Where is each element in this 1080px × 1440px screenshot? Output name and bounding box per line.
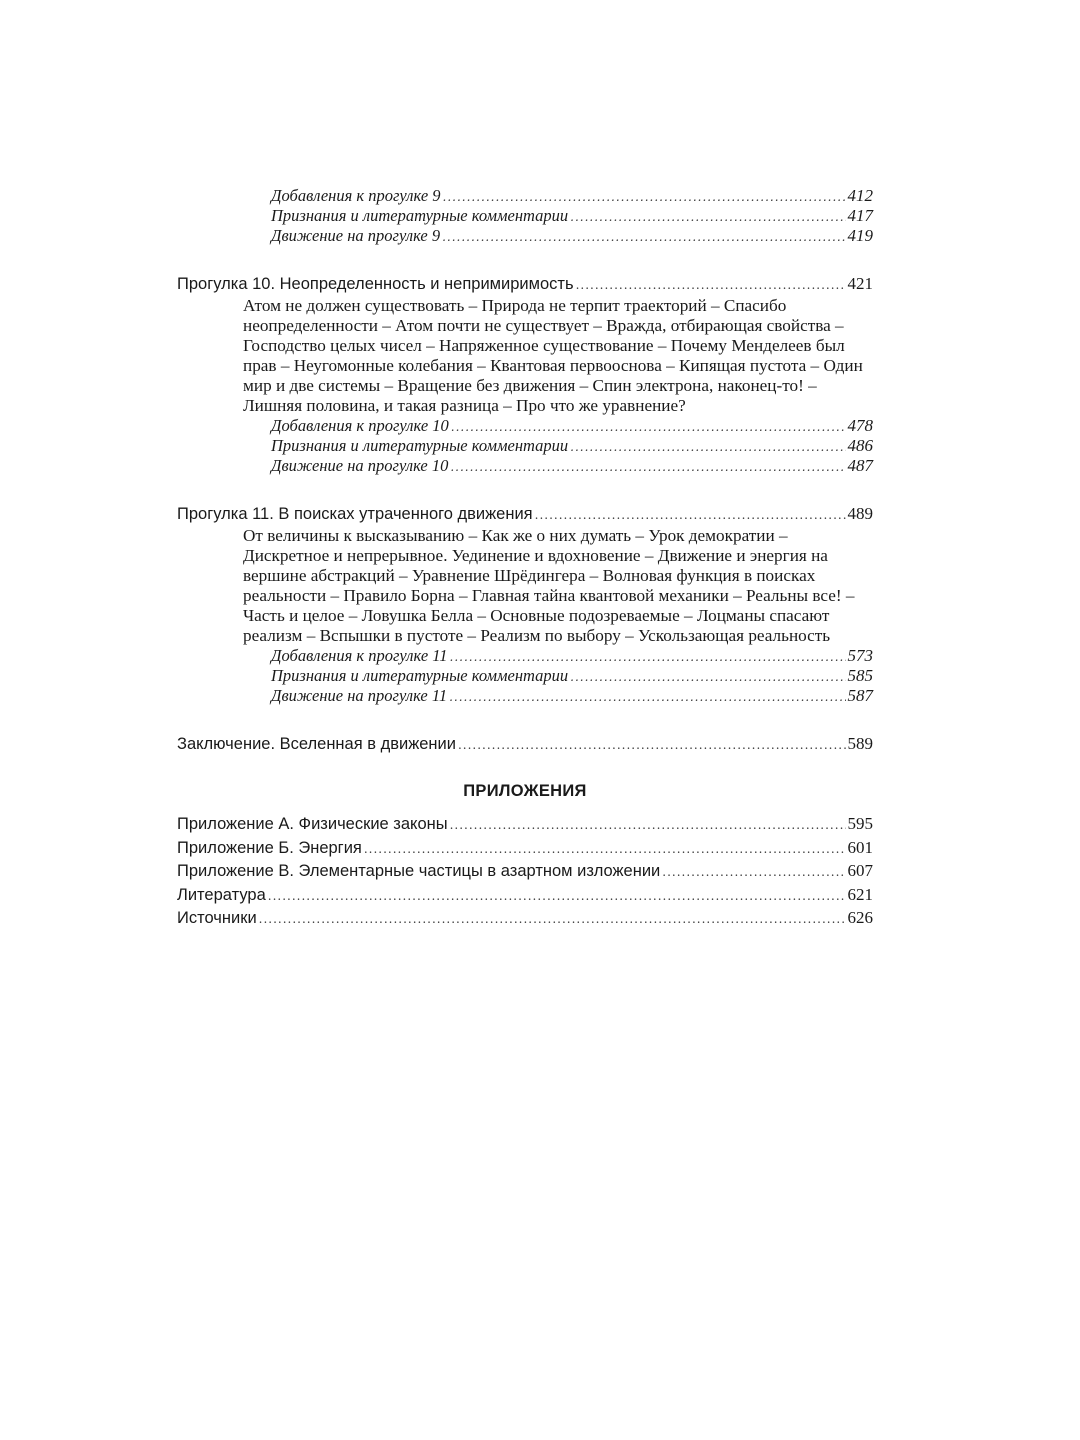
appendix-page: 601	[847, 837, 873, 857]
leader-dots	[570, 667, 845, 687]
toc-entry-page: 417	[847, 206, 873, 225]
toc-entry-page: 412	[847, 186, 873, 205]
leader-dots	[576, 273, 846, 297]
toc-entry-title: Признания и литературные комментарии	[271, 206, 569, 225]
leader-dots	[450, 814, 846, 838]
chapter-page: 421	[847, 274, 873, 293]
chapter-description: От величины к высказыванию – Как же о них думать – Урок демократии – Дискретное и непрерывное. Уединение и вдохновение – Движение и энергия на вершине абстракций – Уравнение Шрёдингера – Волновая функция в поисках реальности – Правило Борна – Главная тайна квантовой механики – Реальны все! – Часть и целое – Ловушка Белла – Основные подозреваемые – Лоцманы спасают реализм – Вспышки в пустоте – Реализм по выбору – Ускользающая реальность	[243, 526, 855, 645]
toc-entry-title: Движение на прогулке 10	[271, 456, 449, 475]
toc-entry[interactable]	[177, 666, 873, 686]
toc-entry[interactable]	[177, 456, 873, 476]
appendix-page: 621	[847, 884, 873, 904]
leader-dots	[449, 687, 845, 707]
leader-dots	[458, 733, 846, 757]
chapter-entry-conclusion[interactable]	[177, 732, 873, 756]
toc-entry-page: 585	[847, 666, 873, 685]
toc-entry-page: 487	[847, 456, 873, 475]
toc-entry[interactable]	[177, 436, 873, 456]
appendix-title: Источники	[177, 909, 257, 927]
toc-entry-title: Признания и литературные комментарии	[271, 436, 569, 455]
toc-entry-page: 587	[847, 686, 873, 705]
leader-dots	[451, 417, 846, 437]
appendix-entry[interactable]	[177, 906, 873, 930]
toc-entry-title: Признания и литературные комментарии	[271, 666, 569, 685]
toc-entry-title: Добавления к прогулке 11	[271, 646, 448, 665]
chapter-title: Заключение. Вселенная в движении	[177, 735, 456, 753]
leader-dots	[570, 437, 845, 457]
leader-dots	[450, 647, 846, 667]
toc-entry-title: Добавления к прогулке 10	[271, 416, 449, 435]
leader-dots	[450, 457, 845, 477]
toc-entry-page: 419	[847, 226, 873, 245]
appendix-page: 626	[847, 908, 873, 927]
toc-entry-title: Движение на прогулке 9	[271, 226, 441, 245]
appendix-entry[interactable]	[177, 883, 873, 907]
leader-dots	[570, 207, 845, 227]
toc-entry-page: 486	[847, 436, 873, 455]
toc-entry-page: 573	[847, 646, 873, 665]
chapter-page: 489	[847, 504, 873, 523]
appendix-page: 607	[847, 861, 873, 880]
chapter-entry-walk-11[interactable]	[177, 502, 873, 526]
appendix-title: Приложение В. Элементарные частицы в азартном изложении	[177, 862, 661, 880]
appendix-title: Приложение А. Физические законы	[177, 815, 448, 833]
toc-entry-page: 478	[847, 416, 873, 435]
appendix-entry[interactable]	[177, 859, 873, 883]
chapter-entry-walk-10[interactable]	[177, 272, 873, 296]
toc-entry[interactable]	[177, 206, 873, 226]
appendix-page: 595	[847, 814, 873, 833]
appendices-heading: ПРИЛОЖЕНИЯ	[463, 782, 587, 800]
leader-dots	[259, 908, 846, 932]
appendix-entry[interactable]	[177, 812, 873, 836]
appendix-title: Литература	[177, 885, 266, 904]
toc-entry-title: Движение на прогулке 11	[271, 686, 448, 705]
leader-dots	[364, 838, 846, 862]
chapter-title: Прогулка 10. Неопределенность и непримиримость	[177, 275, 574, 293]
leader-dots	[268, 885, 846, 909]
chapter-title: Прогулка 11. В поисках утраченного движения	[177, 505, 533, 523]
leader-dots	[443, 187, 846, 207]
toc-entry[interactable]	[177, 186, 873, 206]
appendix-title: Приложение Б. Энергия	[177, 838, 362, 857]
appendix-entry[interactable]	[177, 836, 873, 860]
leader-dots	[535, 503, 846, 527]
toc-entry[interactable]	[177, 646, 873, 666]
toc-entry-title: Добавления к прогулке 9	[271, 186, 441, 205]
leader-dots	[662, 861, 845, 885]
toc-entry[interactable]	[177, 686, 873, 706]
chapter-description: Атом не должен существовать – Природа не терпит траекторий – Спасибо неопределенности – Атом почти не существует – Вражда, отбирающая свойства – Господство целых чисел – Напряженное существование – Почему Менделеев был прав – Неугомонные колебания – Квантовая первооснова – Кипящая пустота – Один мир и две системы – Вращение без движения – Спин электрона, наконец-то! – Лишняя половина, и такая разница – Про что же уравнение?	[243, 296, 863, 415]
toc-entry[interactable]	[177, 226, 873, 246]
table-of-contents	[177, 186, 873, 930]
leader-dots	[442, 227, 845, 247]
chapter-page: 589	[847, 734, 873, 753]
toc-entry[interactable]	[177, 416, 873, 436]
